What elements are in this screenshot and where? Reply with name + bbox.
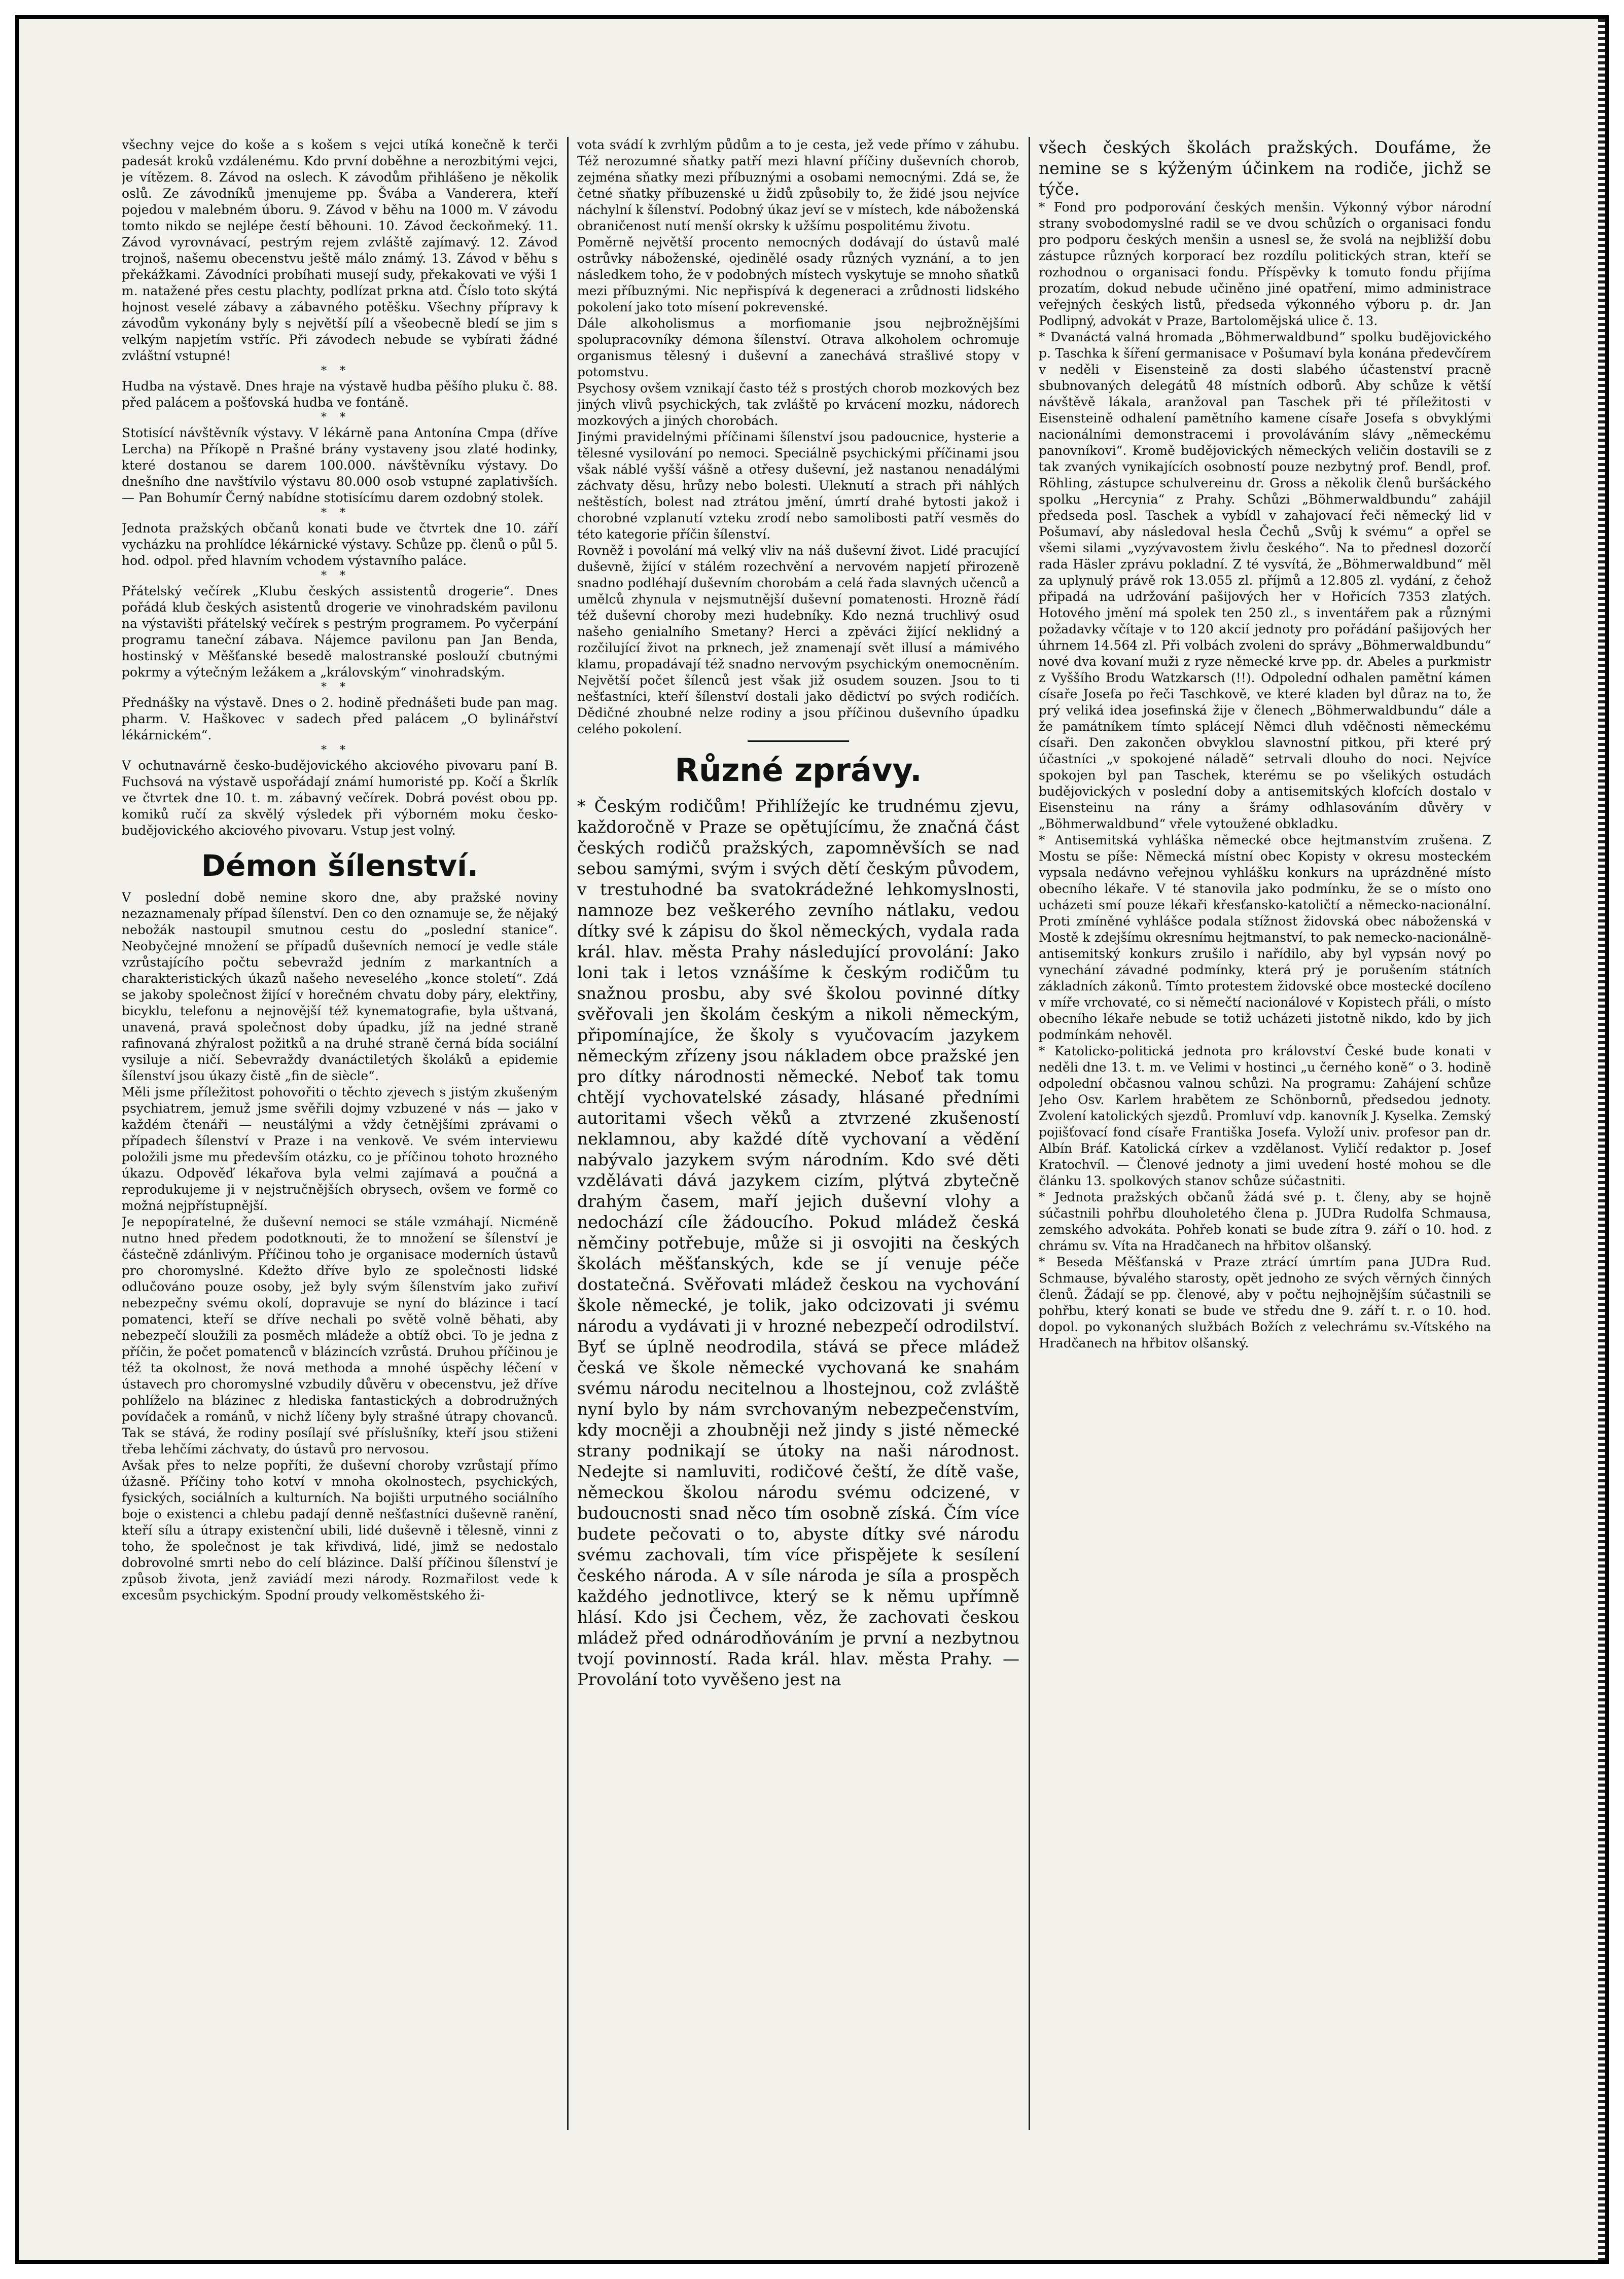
column-2 [577, 137, 1019, 2130]
column-1 [122, 137, 558, 2130]
separator-stars: ** [321, 411, 359, 424]
article-paragraph: všechny vejce do koše a s košem s vejci utíká konečně k terči padesát kroků vzdálenému. Kdo první doběhne a nerozbitými vejci, je vítězem. 8. Závod na oslech. K závodům přihlášeno je několik oslů. Ze závodníků jmenujeme pp. Švába a Vanderera, kteří pojedou v malebném úboru. 9. Závod v běhu na 1000 m. V závodu tomto nikdo se nejlépe čestí běhouni. 10. Závod čeckoňmeký. 11. Závod vyrovnávací, pestrým rejem zvláště zajímavý. 12. Závod trojnoš, našemu obecenstvu ještě málo známý. 13. Závod v běhu s překážkami. Závodníci probíhati musejí sudy, překakovati ve výši 1 m. natažené přes cestu plachty, podlízat prkna atd. Číslo toto skýtá hojnost veselé zábavy a zábavného potěšku. Všechny přípravy k závodům vykonány byly s největší pílí a všeobecně bledí se jim s velkým napjetím vstříc. Při závodech nebude se vybírati žádné zvláštní vstupné! [122, 137, 558, 363]
section-heading: Démon šílenství. [201, 848, 479, 883]
article-paragraph: Psychosy ovšem vznikají často též s prostých chorob mozkových bez jiných vlivů psychických, tak zvláště po krvácení mozku, nádorech mozkových a jiných chorobách. [577, 381, 1019, 428]
article-paragraph: * Katolicko-politická jednota pro království České bude konati v neděli dne 13. t. m. ve Velimi v hostinci „u černého koně“ o 3. hodině odpolední občasnou valnou schůzi. Na programu: Zahájení schůze Jeho Osv. Karlem hrabětem ze Schönbornů, předsedou jednoty. Zvolení katolických sjezdů. Promluví vdp. kanovník J. Kyselka. Zemský pojišťovací fond císaře Františka Josefa. Vyloží univ. profesor pan dr. Albín Bráf. Katolická církev a vzdělanost. Vyličí redaktor p. Josef Kratochvíl. — Členové jednoty a jimi uvedení hosté mohou se dle článku 13. spolkových stanov schůze súčastniti. [1039, 1044, 1491, 1188]
article-paragraph: Jednota pražských občanů konati bude ve čtvrtek dne 10. září vycházku na prohlídce lékárnické výstavy. Schůze pp. členů o půl 5. hod. odpol. před hlavním vchodem výstavního paláce. [122, 521, 558, 568]
article-paragraph: všech českých školách pražských. Doufáme, že nemine se s kýženým účinkem na rodiče, jichž se týče. [1039, 137, 1491, 199]
article-paragraph: Stotisící návštěvník výstavy. V lékárně pana Antonína Cmpa (dříve Lercha) na Příkopě n Prašné brány vystaveny jsou zlaté hodinky, které dostanou se darem 100.000. návštěvníku výstavy. Do dnešního dne navštívilo výstavu 80.000 osob vstupné zaplativších. — Pan Bohumír Černý nabídne stotisícímu darem ozdobný stolek. [122, 425, 558, 505]
article-paragraph: Jinými pravidelnými příčinami šílenství jsou padoucnice, hysterie a tělesné vysilování po nemoci. Speciálně psychickými příčinami jsou však náblé vyšší vášně a otřesy duševní, jež nastanou nenadálými záchvaty děsu, hrůzy nebo bolesti. Uleknutí a strach při náhlých neštěstích, bolest nad ztrátou jmění, úmrtí drahé bytosti jakož i chorobné vzplanutí vzteku zrodí nebo samolibosti patří vesměs do této kategorie příčin šílenství. [577, 430, 1019, 542]
column-rule [1029, 137, 1030, 2130]
separator-stars: ** [321, 365, 359, 377]
separator-stars: ** [321, 569, 359, 582]
article-paragraph: Rovněž i povolání má velký vliv na náš duševní život. Lidé pracující duševně, žijící v stálém rozechvění a nervovém napjetí přirozeně snadno podléhají duševním chorobám a celá řada slavných učenců a umělců zhynula v nejsmutnější duševní pomatenosti. Hrozně řádí též duševní choroby mezi hudebníky. Kdo nezná truchlivý osud našeho genialního Smetany? Herci a zpěváci žijící neklidný a rozčilující život na prknech, jež znamenají svět illusí a mámivého klamu, propadávají též snadno nervovým psychickým onemocněním. Největší počet šílenců jest však již osudem souzen. Jsou to ti nešťastníci, kteří šílenství dostali jako dědictví po svých rodičích. Dědičné zhoubné nelze rodiny a jsou příčinou duševního úpadku celého pokolení. [577, 543, 1019, 736]
article-paragraph: Přátelský večírek „Klubu českých assistentů drogerie“. Dnes pořádá klub českých asistentů drogerie ve vinohradském pavilonu na výstavišti přátelský večírek s pestrým programem. Po vyčerpání programu taneční zábava. Nájemce pavilonu pan Jan Benda, hostinský v Měšťanské besedě malostranské poslouží cbutnými pokrmy a výtečným ležákem a „královským“ vinohradským. [122, 584, 558, 680]
article-paragraph: * Antisemitská vyhláška německé obce hejtmanstvím zrušena. Z Mostu se píše: Německá místní obec Kopisty v okresu mosteckém vypsala nedávno veřejnou vyhlášku konkurs na uprázdněné místo obecního lékaře. V té stanovila jako podmínku, že se o místo ono ucházeti smí pouze lékaři křesťansko-katoličtí a německo-nacionální. Proti zmíněné vyhlášce podala stížnost židovská obec náboženská v Mostě k zdejšímu okresnímu hejtmanství, to pak nemecko-nacionálně-antisemitský konkurs zrušilo i nařídilo, aby byl vypsán nový po vynechání závadné podmínky, která prý je porušením státních základních zákonů. Tímto protestem židovské obce mostecké docíleno v míře vrchovaté, co si němečtí nacionálové v Kopistech přáli, o místo obecního lékaře nebude se totiž ucházeti jistotně nikdo, kdo by jich podmínkám nehověl. [1039, 833, 1491, 1042]
separator-stars: ** [321, 681, 359, 694]
section-divider [748, 740, 849, 742]
article-paragraph: Měli jsme příležitost pohovořiti o těchto zjevech s jistým zkušeným psychiatrem, jemuž jsme svěřili dojmy vzbuzené v nás — jako v každém čtenáři — neustálými a vždy četnějšími zprávami o případech šílenství v Praze i na venkově. Ve svém interviewu položili jsme mu především otázku, co je příčinou tohoto hrozného úkazu. Odpověď lékařova byla velmi zajímavá a poučná a reprodukujeme ji v nejstručnějších obrysech, ovšem ve formě co možná nejpřístupnější. [122, 1085, 558, 1213]
article-paragraph: * Fond pro podporování českých menšin. Výkonný výbor národní strany svobodomyslné radil se ve dvou schůzích o organisaci fondu pro podporu českých menšin a usnesl se, že svolá na nejbližší dobu zástupce různých korporací bez rozdílu politických stran, kteří se rozhodnou o organisaci fondu. Příspěvky k tomuto fondu přijíma prozatím, dokud nebude učiněno jiné opatření, mimo administrace veřejných českých listů, předseda výkonného výboru p. dr. Jan Podlipný, advokát v Praze, Bartolomějská ulice č. 13. [1039, 200, 1491, 328]
separator-stars: ** [321, 744, 359, 757]
article-paragraph: * Jednota pražských občanů žádá své p. t. členy, aby se hojně súčastnili pohřbu dlouholetého člena p. JUDra Rudolfa Schmausa, zemského advokáta. Pohřeb konati se bude zítra 9. září o 10. hod. z chrámu sv. Víta na Hradčanech na hřbitov olšanský. [1039, 1190, 1491, 1253]
article-paragraph: * Dvanáctá valná hromada „Böhmerwaldbund“ spolku budějovického p. Taschka k šíření germanisace v Pošumaví byla konána předevčírem v neděli v Eisensteině za dosti slabého účastenství pracně sbubnovaných delegátů 48 místních odborů. Aby schůze k větší návštěvě lákala, aranžoval pan Taschek při té příležitosti v Eisensteině odhalení pamětního kamene císaře Josefa s obvyklými nacionálními demonstracemi i provoláváním slávy „německému panovníkovi“. Kromě budějovických německých veličin dostavili se z tak zvaných vynikajících osobností pouze nezbytný prof. Bendl, prof. Röhling, zástupce schulvereinu dr. Gross a několik členů buršáckého spolku „Hercynia“ z Prahy. Schůzi „Böhmerwaldbundu“ zahájil předseda posl. Taschek a vybídl v zahajovací řeči německý lid v Pošumaví, aby následoval hesla Čechů „Svůj k svému“ a opřel se všemi silami „vyzývavostem živlu českého“. Na to přednesl dozorčí rada Häsler zprávu pokladní. Z té vysvítá, že „Böhmerwaldbund“ měl za uplynulý právě rok 13.055 zl. příjmů a 12.805 zl. vydání, z čehož připadá na udržování pašijových her v Hořicích 7353 zlatých. Hotového jmění má spolek ten 250 zl., s inventářem pak a různými požadavky včítaje v to 120 akcií jednoty pro pořádání pašijových her úhrnem 14.564 zl. Při volbách zvoleni do správy „Böhmerwaldbundu“ nové dva kovaní muži z ryze německé krve pp. dr. Abeles a purkmistr z Vyššího Brodu Watzkarsch (!!). Odpolední odhalen pamětní kámen císaře Josefa po řeči Taschkově, ve které kladen byl důraz na to, že prý veliká idea josefinská žije v členech „Böhmerwaldbundu“ dále a že památníkem tímto splácejí Němci dluh vděčnosti německému císaři. Den zakončen obvyklou slavnostní pitkou, při které prý účastníci „v spokojené náladě“ setrvali dlouho do noci. Nejvíce spokojen byl pan Taschek, kterému se po všelikých ostudách budějovických v poslední doby a antisemitských klofcích dostalo v Eisensteinu na rány a šrámy odhlasováním důvěry v „Böhmerwaldbund“ vřele vytoužené obkladku. [1039, 330, 1491, 831]
scan-edge [1598, 19, 1605, 2260]
article-paragraph: Poměrně největší procento nemocných dodávají do ústavů malé ostrůvky náboženské, ojedinělé osady různých vyznání, a to jen následkem toho, že v podobných místech vyskytuje se mnoho sňatků mezi příbuznými. Nic nepřispívá k degeneraci a zrůdnosti lidského pokolení jako toto mísení pokrevenské. [577, 235, 1019, 314]
section-heading: Různé zprávy. [675, 752, 922, 789]
article-paragraph: Dále alkoholismus a morfiomanie jsou nejbrožnějšími spolupracovníky démona šílenství. Otrava alkoholem ochromuje organismus tělesný i duševní a zanechává strašlivé stopy v potomstvu. [577, 316, 1019, 379]
article-paragraph: Přednášky na výstavě. Dnes o 2. hodině přednášeti bude pan mag. pharm. V. Haškovec v sadech před palácem „O bylinářství lékárnickém“. [122, 695, 558, 742]
article-paragraph: Hudba na výstavě. Dnes hraje na výstavě hudba pěšího pluku č. 88. před palácem a pošťovská hudba ve fontáně. [122, 379, 558, 410]
article-paragraph: * Beseda Měšťanská v Praze ztrácí úmrtím pana JUDra Rud. Schmause, bývalého starosty, opět jednoho ze svých věrných činných členů. Žádají se pp. členové, aby v počtu nejhojnějším súčastnili se pohřbu, který konati se bude ve středu dne 9. září t. r. o 10. hod. dopol. po vykonaných službách Božích z velechrámu sv.-Vítského na Hradčanech na hřbitov olšanský. [1039, 1255, 1491, 1350]
article-paragraph: Avšak přes to nelze popříti, že duševní choroby vzrůstají přímo úžasně. Příčiny toho kotví v mnoha okolnostech, psychických, fysických, sociálních a kulturních. Na bojišti urputného sociálního boje o existenci a chlebu padají denně nešťastníci duševně ranění, kteří sílu a útrapy existenční ubili, lidé duševně i tělesně, vinni z toho, že společnost je tak křivdivá, lidé, jimž se nedostalo dobrovolné smrti nebo do celí blázince. Další příčinou šílenství je způsob života, jenž zaviádí mezi národy. Rozmařilost vede k excesům psychickým. Spodní proudy velkoměstského ži- [122, 1458, 558, 1603]
article-paragraph: Je nepopíratelné, že duševní nemoci se stále vzmáhají. Nicméně nutno hned předem podotknouti, že to množení se šílenství je částečně zdánlivým. Příčinou toho je organisace moderních ústavů pro choromyslné. Kdežto dříve bylo ze společnosti lidské odlučováno pouze osoby, jež byly svým šílenstvím jako zuřiví nebezpečny svému okolí, dopravuje se nyní do blázince i tací pomatenci, kteří se dříve nechali po světě volně běhati, aby nebezpečí sloužili za posměch mládeže a obtíž obci. To je jedna z příčin, že počet pomatenců v blázincích vzrůstá. Druhou příčinou je též ta okolnost, že nová methoda a mnohé úspěchy léčení v ústavech pro choromyslné vzbudily důvěru v obecenstvu, jež dříve pohlíželo na blázinec z hlediska fantastických a dobrodružných povídaček a románů, v nichž líčeny byly strašné útrapy chovanců. Tak se stává, že rodiny posílají své příslušníky, kteří jsou stiženi třeba lehčími záchvaty, do ústavů pro nervosou. [122, 1215, 558, 1456]
article-paragraph: vota svádí k zvrhlým půdům a to je cesta, jež vede přímo v záhubu. Též nerozumné sňatky patří mezi hlavní příčiny duševních chorob, zejména sňatky mezi příbuznými a osobami nemocnými. Zdá se, že četné sňatky příbuzenské u židů způsobily to, že židé jsou nejvíce náchylní k šílenství. Podobný úkaz jeví se v místech, kde náboženská obraničenost nutí menší okrsky k užšímu pospolitému životu. [577, 137, 1019, 233]
column-rule [567, 137, 569, 2130]
article-paragraph: * Českým rodičům! Přihlížejíc ke trudnému zjevu, každoročně v Praze se opětujícímu, že značná část českých rodičů pražských, zapomněvších se nad sebou samými, svým i svých dětí českým původem, v trestuhodné ba svatokrádežné lehkomyslnosti, namnoze bez veškerého zevního nátlaku, vedou dítky své k zápisu do škol německých, vydala rada král. hlav. města Prahy následující provolání: Jako loni tak i letos vznášíme k českým rodičům tu snažnou prosbu, aby své školou povinné dítky svěřovali jen školám českým a nikoli německým, připomínajíce, že školy s vyučovacím jazykem německým zřízeny jsou nákladem obce pražské jen pro dítky národnosti německé. Neboť tak tomu chtějí vychovatelské zásady, hlásané předními autoritami všech věků a ztvrzené zkušeností neklamnou, aby každé dítě vychovaní a vědění nabývalo jazykem svým národním. Kdo své děti vzdělávati dává jazykem cizím, plýtvá zbytečně drahým časem, maří jejich duševní vlohy a nedochází cíle žádoucího. Pokud mládež česká němčiny potřebuje, může si ji osvojiti na českých školách měšťanských, kde se jí venuje péče dostatečná. Svěřovati mládež českou na vychování škole německé, je tolik, jako odcizovati ji svému národu a vydávati ji v hrozné nebezpečí odrodilství. Byť se úplně neodrodila, stává se přece mládež česká ve škole německé vychovaná ke snahám svému národu necitelnou a lhostejnou, což zvláště nyní bylo by nám svrchovaným nebezpečenstvím, kdy mocněji a zhoubněji než jindy s jisté německé strany podnikají se útoky na naši národnost. Nedejte si namluviti, rodičové čeští, že dítě vaše, německou školou národu svému odcizené, v budoucnosti snad něco tím osobně získá. Čím více budete pečovati o to, abyste dítky své národu svému zachovali, tím více přispějete k sesílení českého národa. A v síle národa je síla a prospěch každého jednotlivce, který se k němu upřímně hlásí. Kdo jsi Čechem, věz, že zachovati českou mládež před odnárodňováním je první a nezbytnou tvojí povinností. Rada král. hlav. města Prahy. — Provolání toto vyvěšeno jest na [577, 796, 1019, 1689]
article-paragraph: V ochutnavárně česko-budějovického akciového pivovaru paní B. Fuchsová na výstavě uspořádají známí humoristé pp. Kočí a Škrlík ve čtvrtek dne 10. t. m. zábavný večírek. Dobrá povést obou pp. komiků ručí za skvělý výsledek při výborném moku česko-budějovického akciového pivovaru. Vstup jest volný. [122, 758, 558, 838]
column-3 [1039, 137, 1491, 2130]
separator-stars: ** [321, 507, 359, 519]
article-paragraph: V poslední době nemine skoro dne, aby pražské noviny nezaznamenaly případ šílenství. Den co den oznamuje se, že nějaký nebožák nastoupil smutnou cestu do „poslední stanice“. Neobyčejné množení se případů duševních nemocí je vedle stále vzrůstajícího počtu sebevražd jedním z markantních a charakteristických úkazů našeho neveselého „konce století“. Zdá se jakoby společnost žijící v horečném chvatu doby páry, elektřiny, bicyklu, telefonu a nejnovější též kynematografie, byla uštvaná, unavená, pravá společnost doby úpadku, jíž na jedné straně rafinovaná zhýralost požitků a na druhé straně černá bída sociální vysiluje a ničí. Sebevraždy dvanáctiletých školáků a epidemie šílenství jsou úkazy čistě „fin de siècle“. [122, 890, 558, 1083]
newspaper-page [122, 137, 1491, 2130]
